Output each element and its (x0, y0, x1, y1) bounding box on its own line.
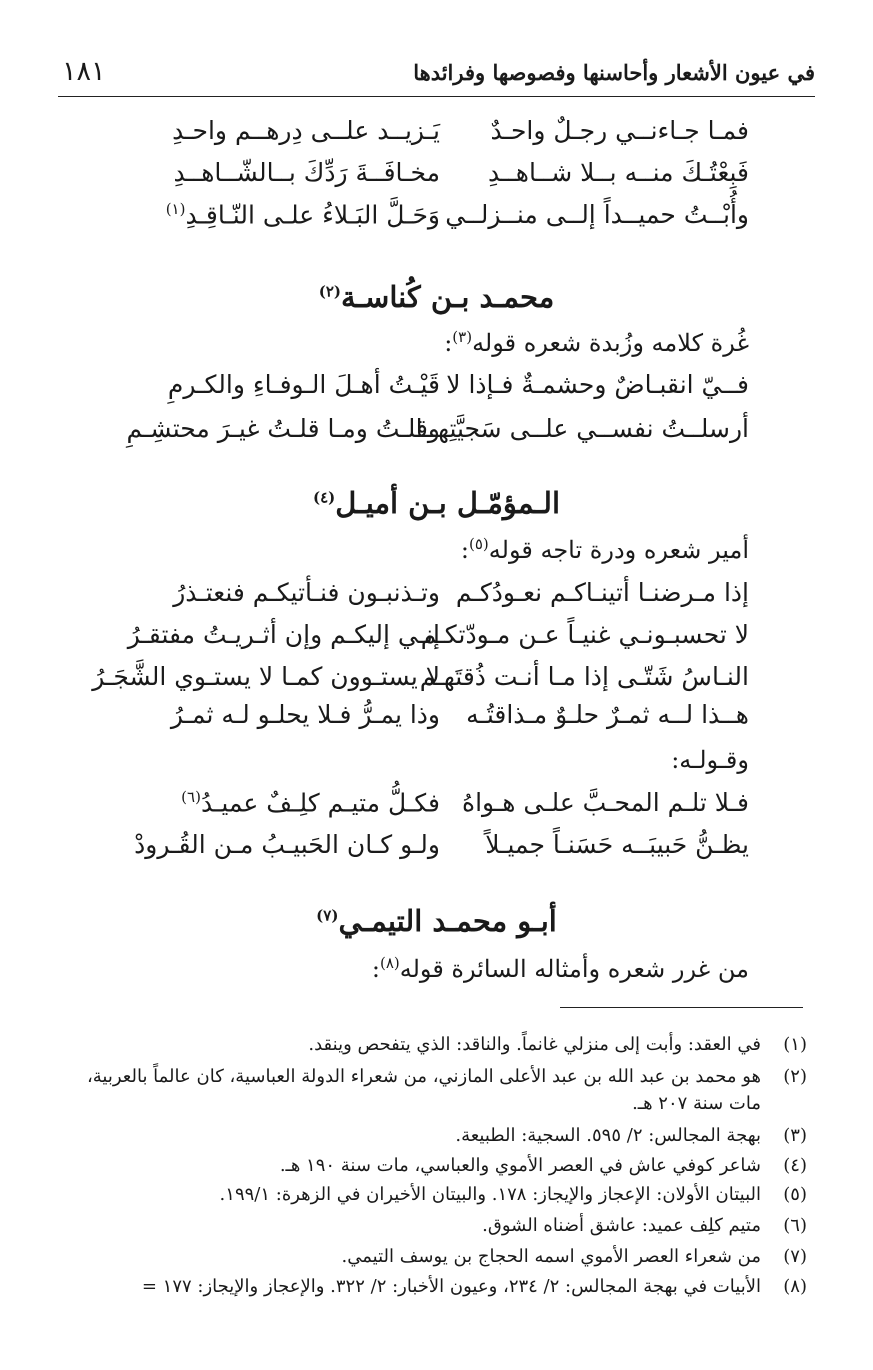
second-hemistich: لا يستـوون كمـا لا يستـوي الشَّجَـرُ (92, 662, 440, 691)
footnote (52, 1031, 807, 1058)
second-hemistich: مخـافَــةَ رَدِّكَ بــالشّــاهــدِ (173, 158, 440, 187)
footnote-ref: (١) (165, 200, 186, 218)
section-intro: أمير شعره ودرة تاجه قوله$^{(٥)}$: (460, 535, 749, 564)
footnote-ref: (٣) (452, 328, 473, 346)
verse-line (110, 116, 749, 156)
verse-line (110, 788, 749, 828)
footnote-text: متيم كلِف عميد: عاشق أضناه الشوق. (482, 1215, 761, 1236)
footnote-number: (٢) (783, 1066, 807, 1087)
first-hemistich: وأُبْــتُ حميــداً إلــى منــزلــي (445, 200, 749, 229)
footnote-number: (٤) (783, 1155, 807, 1176)
page-number: ١٨١ (62, 56, 106, 87)
footnote-ref: (٥) (469, 535, 489, 553)
footnote-number: (٣) (783, 1125, 807, 1146)
verse-line (110, 830, 749, 870)
footnote-ref: (٧) (316, 906, 339, 925)
footnote-number: (٥) (783, 1184, 807, 1205)
footnote-number: (٧) (783, 1246, 807, 1267)
footnote-ref: (٨) (379, 954, 400, 972)
verse-line (110, 200, 749, 240)
first-hemistich: يظـنُّ حَبيبَــه حَسَنـاً جميـلاً (485, 830, 749, 859)
footnote (52, 1273, 807, 1300)
first-hemistich: فـلا تلـم المحـبَّ علـى هـواهُ (461, 788, 749, 817)
second-hemistich: وذا يمـرُّ فـلا يحلـو لـه ثمـرُ (170, 700, 440, 729)
running-title: في عيون الأشعار وأحاسنها وفصوصها وفرائدها (413, 60, 815, 85)
footnote-text: الأبيات في بهجة المجالس: ٢/ ٢٣٤، وعيون الأخبار: ٢/ ٣٢٢. والإعجاز والإيجاز: ١٧٧ = (141, 1276, 761, 1297)
second-hemistich: ولـو كـان الحَبيـبُ مـن القُـرودْ (134, 830, 440, 859)
second-hemistich: إنـي إليكـم وإن أثـريـتُ مفتقـرُ (127, 620, 440, 649)
first-hemistich: فــيّ انقبـاضٌ وحشمـةٌ فـإذا لا (446, 370, 749, 399)
second-hemistich: وَحَـلَّ البَـلاءُ علـى النّـاقِـدِ$^{(١)}$ (165, 200, 440, 230)
footnote (52, 1063, 807, 1117)
section-heading: الـمؤمّـل بـن أميـل$^{(٤)}$ (312, 486, 561, 520)
footnote-number: (٨) (783, 1276, 807, 1297)
first-hemistich: هــذا لــه ثمـرٌ حلـوٌ مـذاقتُـه (466, 700, 749, 729)
second-hemistich: وقلـتُ ومـا قلـتُ غيـرَ محتشِـمِ (126, 414, 440, 443)
second-hemistich: فكـلُّ متيـم كلِـفٌ عميـدُ$^{(٦)}$ (181, 788, 440, 818)
section-intro: وقـولـه: (671, 746, 749, 774)
footnote (52, 1243, 807, 1270)
section-intro: غُرة كلامه وزُبدة شعره قوله$^{(٣)}$: (444, 328, 749, 357)
footnote (52, 1122, 807, 1149)
second-hemistich: قَيْـتُ أهـلَ الـوفـاءِ والكـرمِ (167, 370, 440, 399)
section-intro: من غرر شعره وأمثاله السائرة قوله$^{(٨)}$: (371, 954, 749, 983)
footnote-text: البيتان الأولان: الإعجاز والإيجاز: ١٧٨. والبيتان الأخيران في الزهرة: ١٩٩/١. (219, 1184, 761, 1205)
verse-line (110, 578, 749, 618)
footnote-number: (٦) (783, 1215, 807, 1236)
footnote-text: هو محمد بن عبد الله بن عبد الأعلى المازني، من شعراء الدولة العباسية، كان عالماً بالعربية، مات سنة ٢٠٧ هـ. (86, 1066, 761, 1114)
section-heading: أبـو محمـد التيمـي$^{(٧)}$ (316, 904, 557, 938)
verse-line (110, 620, 749, 660)
footnote-text: في العقد: وأبت إلى منزلي غانماً. والناقد: الذي يتفحص وينقد. (308, 1034, 761, 1055)
footnote-text: من شعراء العصر الأموي اسمه الحجاج بن يوسف التيمي. (341, 1246, 761, 1267)
verse-line (110, 414, 749, 454)
verse-line (110, 700, 749, 740)
verse-line (110, 370, 749, 410)
footnote-ref: (٢) (318, 282, 341, 301)
footnote-text: بهجة المجالس: ٢/ ٥٩٥. السجية: الطبيعة. (455, 1125, 761, 1146)
footnote-ref: (٤) (312, 488, 336, 507)
verse-line (92, 662, 749, 702)
footnote-ref: (٦) (181, 788, 201, 806)
footnote-divider (560, 1007, 803, 1008)
section-heading: محمـد بـن كُناسـة$^{(٢)}$ (318, 280, 555, 314)
first-hemistich: أرسلــتُ نفســي علــى سَجيَّتِهــا (415, 414, 749, 443)
first-hemistich: لا تحسبـونـي غنيـاً عـن مـودّتكـم (420, 620, 749, 649)
running-header (58, 56, 815, 97)
first-hemistich: إذا مـرضنـا أتينـاكـم نعـودُكـم (455, 578, 749, 607)
second-hemistich: وتـذنبـون فنـأتيكـم فنعتـذرُ (173, 578, 440, 607)
verse-line (110, 158, 749, 198)
first-hemistich: النـاسُ شَتّـى إذا مـا أنـت ذُقتَهـم (419, 662, 749, 691)
footnote-text: شاعر كوفي عاش في العصر الأموي والعباسي، مات سنة ١٩٠ هـ. (279, 1155, 761, 1176)
footnote-number: (١) (783, 1034, 807, 1055)
footnote (52, 1212, 807, 1239)
second-hemistich: يَـزيــد علــى دِرهــم واحـدِ (172, 116, 440, 145)
footnote (52, 1181, 807, 1208)
first-hemistich: فَبِعْتُـكَ منــه بــلا شــاهــدِ (487, 158, 749, 187)
first-hemistich: فمـا جـاءنــي رجـلٌ واحـدٌ (490, 116, 749, 145)
footnote (52, 1152, 807, 1179)
